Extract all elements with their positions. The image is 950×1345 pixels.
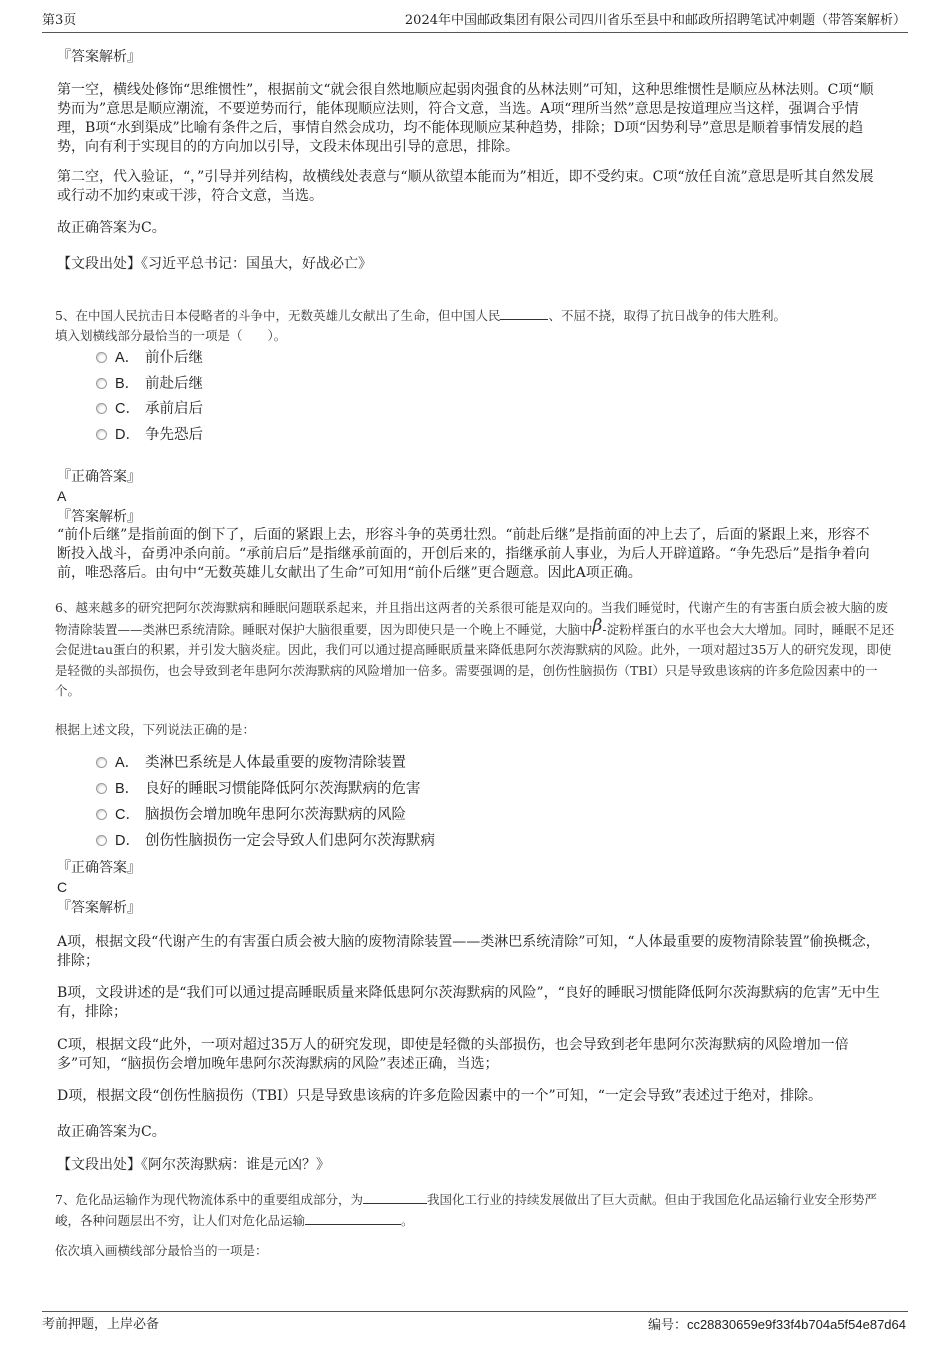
q5-option-a[interactable]: A． 前仆后继 bbox=[96, 348, 203, 368]
q5-analysis: “前仆后继”是指前面的倒下了，后面的紧跟上去，形容斗争的英勇壮烈。“前赴后继”是指前面的冲上去了，后面的紧跟上来，形容不断投入战斗，奋勇冲杀向前。“承前启后”是指继承前面的，开创后来的，指继承前人事业，为后人开辟道路。“争先恐后”是指争着向前，唯恐落后。由句中“无数英雄儿女献出了生命”可知用“前仆后继”更合题意。因此A项正确。 bbox=[57, 527, 870, 581]
q4-source: 【文段出处】《习近平总书记：国虽大，好战必亡》 bbox=[57, 256, 372, 272]
q5-stem: 5、在中国人民抗击日本侵略者的斗争中，无数英雄儿女献出了生命，但中国人民 、不屈不挠，取得了抗日战争的伟大胜利。 填入划横线部分最恰当的一项是（ ）。 bbox=[55, 305, 900, 346]
document-title: 2024年中国邮政集团有限公司四川省乐至县中和邮政所招聘笔试冲刺题（带答案解析） bbox=[404, 13, 906, 28]
radio-icon[interactable] bbox=[96, 809, 107, 820]
q6-conclusion: 故正确答案为C。 bbox=[57, 1124, 166, 1140]
q5-answer-label: 『正确答案』 bbox=[57, 469, 141, 485]
q6-option-b[interactable]: B． 良好的睡眠习惯能降低阿尔茨海默病的危害 bbox=[96, 779, 421, 799]
q4-analysis-para2: 第二空，代入验证，“，”引导并列结构，故横线处表意与“顺从欲望本能而为”相近，即不受约束。C项“放任自流”意思是听其自然发展或行动不加约束或干涉，符合文意，当选。 bbox=[57, 169, 874, 204]
q7-prompt: 依次填入画横线部分最恰当的一项是： bbox=[55, 1243, 268, 1258]
document-id: 编号：cc28830659e9f33f4b704a5f54e87d64 bbox=[647, 1317, 906, 1333]
q5-option-b[interactable]: B． 前赴后继 bbox=[96, 374, 203, 394]
q5-option-d[interactable]: D． 争先恐后 bbox=[96, 425, 203, 445]
radio-icon[interactable] bbox=[96, 757, 107, 768]
page-footer bbox=[42, 1311, 908, 1334]
q7-blank-1 bbox=[363, 1189, 427, 1204]
radio-icon[interactable] bbox=[96, 783, 107, 794]
q6-option-a[interactable]: A． 类淋巴系统是人体最重要的废物清除装置 bbox=[96, 753, 406, 773]
q6-analysis-b: B项，文段讲述的是“我们可以通过提高睡眠质量来降低患阿尔茨海默病的风险”，“良好的睡眠习惯能降低阿尔茨海默病的危害”无中生有，排除； bbox=[57, 985, 880, 1020]
q7-blank-2 bbox=[305, 1210, 401, 1225]
q7-stem: 7、危化品运输作为现代物流体系中的重要组成部分，为 我国化工行业的持续发展做出了巨大贡献。但由于我国危化品运输行业安全形势严峻，各种问题层出不穷，让人们对危化品运输 。 bbox=[55, 1189, 900, 1231]
q6-analysis-d: D项，根据文段“创伤性脑损伤（TBI）只是导致患该病的许多危险因素中的一个”可知，“一定会导致”表述过于绝对，排除。 bbox=[57, 1088, 823, 1104]
q5-blank bbox=[500, 305, 548, 320]
q6-prompt: 根据上述文段，下列说法正确的是： bbox=[55, 722, 256, 737]
q4-analysis-label: 『答案解析』 bbox=[57, 49, 141, 65]
footer-slogan: 考前押题，上岸必备 bbox=[42, 1317, 160, 1332]
radio-icon[interactable] bbox=[96, 429, 107, 440]
q5-answer: A bbox=[57, 488, 67, 504]
page-number: 第3页 bbox=[42, 13, 77, 28]
q5-analysis-label: 『答案解析』 bbox=[57, 509, 141, 525]
q6-analysis-c: C项，根据文段“此外，一项对超过35万人的研究发现，即使是轻微的头部损伤，也会导致到老年患阿尔茨海默病的风险增加一倍多”可知，“脑损伤会增加晚年患阿尔茨海默病的风险”表述正确，当选； bbox=[57, 1037, 849, 1072]
q5-prompt: 填入划横线部分最恰当的一项是（ ）。 bbox=[55, 328, 287, 343]
q4-conclusion: 故正确答案为C。 bbox=[57, 220, 166, 236]
beta-symbol: β bbox=[592, 615, 603, 636]
page-header bbox=[42, 12, 908, 33]
q6-answer-label: 『正确答案』 bbox=[57, 860, 141, 876]
radio-icon[interactable] bbox=[96, 403, 107, 414]
radio-icon[interactable] bbox=[96, 835, 107, 846]
q6-option-d[interactable]: D． 创伤性脑损伤一定会导致人们患阿尔茨海默病 bbox=[96, 831, 435, 851]
q6-analysis-label: 『答案解析』 bbox=[57, 900, 141, 916]
q6-analysis-a: A项，根据文段“代谢产生的有害蛋白质会被大脑的废物清除装置——类淋巴系统清除”可知，“人体最重要的废物清除装置”偷换概念，排除； bbox=[57, 934, 880, 969]
q6-stem: 6、越来越多的研究把阿尔茨海默病和睡眠问题联系起来，并且指出这两者的关系很可能是双向的。当我们睡觉时，代谢产生的有害蛋白质会被大脑的废物清除装置——类淋巴系统清除。睡眠对保护大脑很重要，因为即使只是一个晚上不睡觉，大脑中β-淀粉样蛋白的水平也会大大增加。同时，睡眠不足还会促进tau蛋白的积累，并引发大脑炎症。因此，我们可以通过提高睡眠质量来降低患阿尔茨海默病的风险。此外，一项对超过35万人的研究发现，即使是轻微的头部损伤，也会导致到老年患阿尔茨海默病的风险增加一倍多。需要强调的是，创伤性脑损伤（TBI）只是导致患该病的许多危险因素中的一个。 bbox=[55, 600, 895, 698]
q6-option-c[interactable]: C． 脑损伤会增加晚年患阿尔茨海默病的风险 bbox=[96, 805, 406, 825]
radio-icon[interactable] bbox=[96, 352, 107, 363]
radio-icon[interactable] bbox=[96, 378, 107, 389]
q4-analysis-para1: 第一空，横线处修饰“思维惯性”，根据前文“就会很自然地顺应起弱肉强食的丛林法则”可知，这种思维惯性是顺应丛林法则。C项“顺势而为”意思是顺应潮流，不要逆势而行，能体现顺应法则，符合文意，当选。A项“理所当然”意思是按道理应当这样，强调合乎情理，B项“水到渠成”比喻有条件之后，事情自然会成功，均不能体现顺应某种趋势，排除；D项“因势利导”意思是顺着事情发展的趋势，向有利于实现目的的方向加以引导，文段未体现出引导的意思，排除。 bbox=[57, 82, 874, 155]
q5-option-c[interactable]: C． 承前启后 bbox=[96, 399, 203, 419]
q6-answer: C bbox=[57, 879, 68, 895]
q6-source: 【文段出处】《阿尔茨海默病：谁是元凶？》 bbox=[57, 1157, 330, 1173]
